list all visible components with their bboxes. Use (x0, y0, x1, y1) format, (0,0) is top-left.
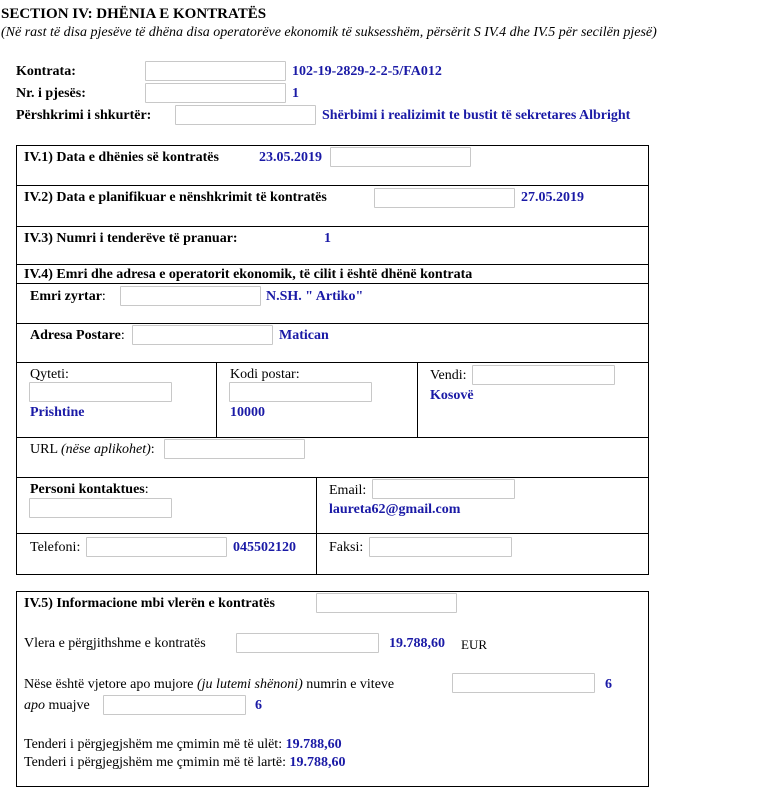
fax-label: Faksi: (329, 540, 364, 555)
iv5-label: IV.5) Informacione mbi vlerën e kontratës (24, 596, 275, 611)
iv2-label: IV.2) Data e planifikuar e nënshkrimit të kontratës (24, 190, 327, 205)
divider (16, 264, 649, 265)
contact-label: Personi kontaktues: (30, 482, 149, 497)
iv3-label: IV.3) Numri i tenderëve të pranuar: (24, 231, 238, 246)
months-value: 6 (255, 698, 262, 713)
official-name-label: Emri zyrtar: (30, 289, 106, 304)
divider (16, 185, 649, 186)
postal-label: Kodi postar: (230, 367, 300, 382)
desc-input[interactable] (175, 105, 316, 125)
divider (16, 283, 649, 284)
iv4-label: IV.4) Emri dhe adresa e operatorit ekonomik, të cilit i është dhënë kontrata (24, 267, 473, 282)
country-label: Vendi: (430, 368, 467, 383)
divider (16, 226, 649, 227)
email-value: laureta62@gmail.com (329, 502, 461, 517)
contract-value: 102-19-2829-2-2-5/FA012 (292, 64, 442, 79)
lowest-price-row: Tenderi i përgjegjshëm me çmimin më të ulët: 19.788,60 (24, 737, 342, 752)
divider (216, 362, 217, 437)
part-label: Nr. i pjesës: (16, 86, 86, 101)
city-input[interactable] (29, 382, 172, 402)
email-input[interactable] (372, 479, 515, 499)
years-input[interactable] (452, 673, 595, 693)
years-value: 6 (605, 677, 612, 692)
postal-input[interactable] (229, 382, 372, 402)
official-name-value: N.SH. " Artiko" (266, 289, 364, 304)
iv5-input[interactable] (316, 593, 457, 613)
divider (16, 477, 649, 478)
phone-label: Telefoni: (30, 540, 81, 555)
address-label: Adresa Postare: (30, 328, 125, 343)
official-name-input[interactable] (120, 286, 261, 306)
contact-input[interactable] (29, 498, 172, 518)
fax-input[interactable] (369, 537, 512, 557)
country-value: Kosovë (430, 388, 474, 403)
divider (417, 362, 418, 437)
city-label: Qyteti: (30, 367, 69, 382)
postal-value: 10000 (230, 405, 265, 420)
section-note: (Në rast të disa pjesëve të dhëna disa operatorëve ekonomik të suksesshëm, përsërit S IV.4 dhe IV.5 për secilën pjesë) (1, 25, 657, 40)
iv1-input[interactable] (330, 147, 471, 167)
section-title: SECTION IV: DHËNIA E KONTRATËS (1, 6, 267, 22)
months-input[interactable] (103, 695, 246, 715)
years-label: Nëse është vjetore apo mujore (ju lutemi shënoni) numrin e viteve (24, 677, 395, 692)
part-input[interactable] (145, 83, 286, 103)
address-value: Matican (279, 328, 329, 343)
currency: EUR (461, 637, 487, 652)
part-value: 1 (292, 86, 299, 101)
divider (316, 477, 317, 575)
iv3-value: 1 (324, 231, 331, 246)
iv1-label: IV.1) Data e dhënies së kontratës (24, 150, 219, 165)
city-value: Prishtine (30, 405, 85, 420)
desc-label: Përshkrimi i shkurtër: (16, 108, 152, 123)
url-label: URL (nëse aplikohet): (30, 442, 155, 457)
contract-input[interactable] (145, 61, 286, 81)
contract-label: Kontrata: (16, 64, 76, 79)
url-input[interactable] (164, 439, 305, 459)
total-label: Vlera e përgjithshme e kontratës (24, 636, 206, 651)
divider (16, 533, 649, 534)
iv2-input[interactable] (374, 188, 515, 208)
phone-value: 045502120 (233, 540, 296, 555)
total-input[interactable] (236, 633, 379, 653)
iv1-value: 23.05.2019 (259, 150, 322, 165)
iv2-value: 27.05.2019 (521, 190, 584, 205)
country-input[interactable] (472, 365, 615, 385)
divider (16, 362, 649, 363)
total-value: 19.788,60 (389, 636, 445, 651)
divider (16, 323, 649, 324)
desc-value: Shërbimi i realizimit te bustit të sekretares Albright (322, 108, 631, 123)
highest-price-row: Tenderi i përgjegjshëm me çmimin më të lartë: 19.788,60 (24, 755, 346, 770)
phone-input[interactable] (86, 537, 227, 557)
email-label: Email: (329, 483, 367, 498)
months-label: apo muajve (24, 698, 90, 713)
address-input[interactable] (132, 325, 273, 345)
divider (16, 437, 649, 438)
